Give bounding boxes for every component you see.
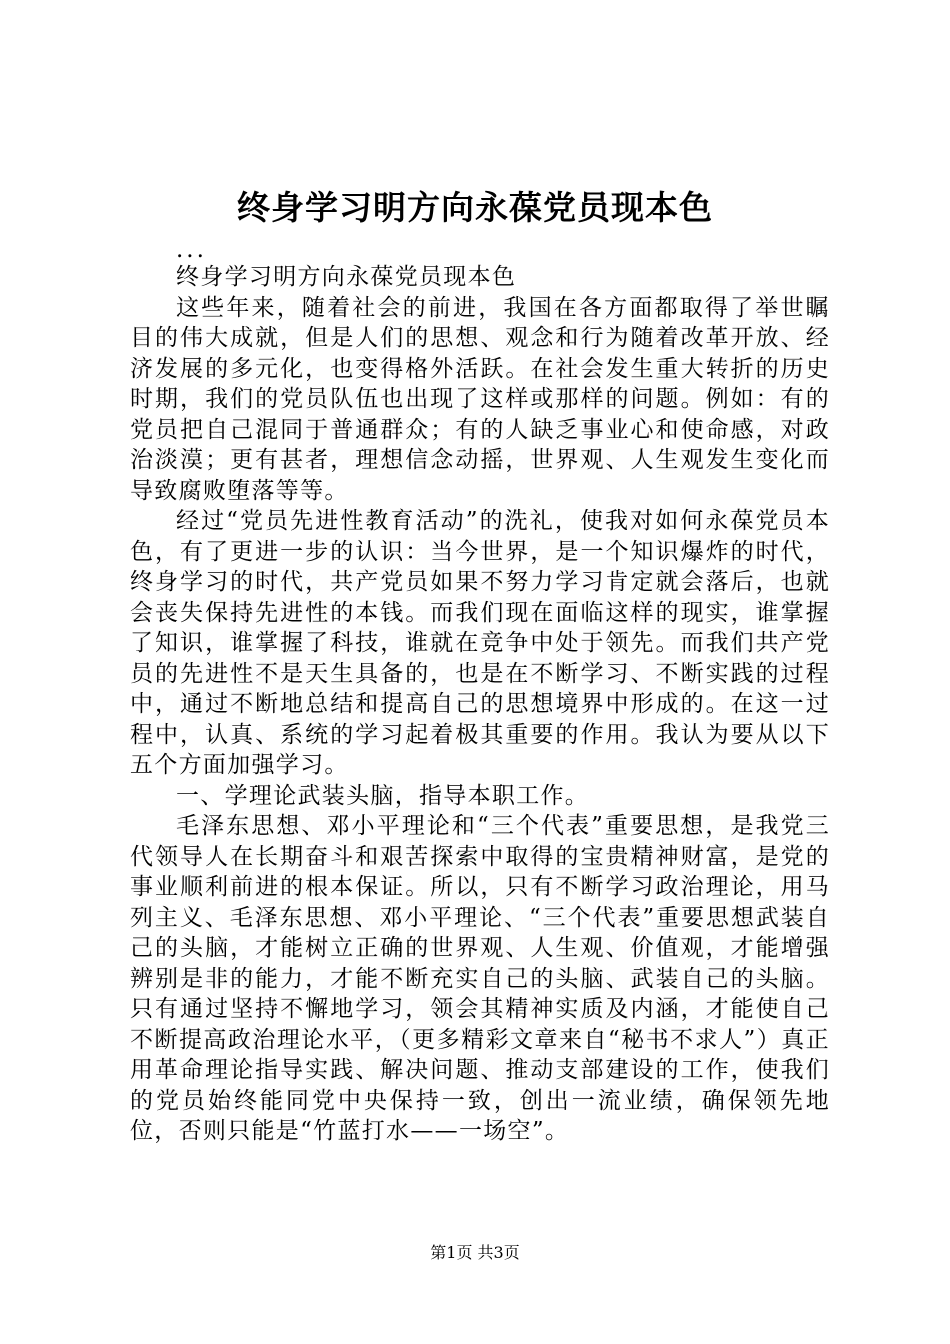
section-heading-1: 一、学理论武装头脑，指导本职工作。: [176, 782, 590, 809]
paragraph-education-activity: 经过“党员先进性教育活动”的洗礼，使我对如何永葆党员本色，有了更进一步的认识：当今世界，是一个知识爆炸的时代，终身学习的时代，共产党员如果不努力学习肯定就会落后，也就会丧失保持先进性的本钱。而我们现在面临这样的现实，谁掌握了知识，谁掌握了科技，谁就在竞争中处于领先。而我们共产党员的先进性不是天生具备的，也是在不断学习、不断实践的过程中，通过不断地总结和提高自己的思想境界中形成的。在这一过程中，认真、系统的学习起着极其重要的作用。我认为要从以下五个方面加强学习。: [130, 508, 830, 778]
repeated-title-line: 终身学习明方向永葆党员现本色: [176, 264, 517, 290]
paragraph-theory-study: 毛泽东思想、邓小平理论和“三个代表”重要思想，是我党三代领导人在长期奋斗和艰苦探索中取得的宝贵精神财富，是党的事业顺利前进的根本保证。所以，只有不断学习政治理论，用马列主义、毛泽东思想、邓小平理论、“三个代表”重要思想武装自己的头脑，才能树立正确的世界观、人生观、价值观，才能增强辨别是非的能力，才能不断充实自己的头脑、武装自己的头脑。只有通过坚持不懈地学习，领会其精神实质及内涵，才能使自己不断提高政治理论水平，（更多精彩文章来自“秘书不求人”）真正用革命理论指导实践、解决问题、推动支部建设的工作，使我们的党员始终能同党中央保持一致，创出一流业绩，确保领先地位，否则只能是“竹蓝打水——一场空”。: [130, 813, 830, 1144]
document-title: 终身学习明方向永葆党员现本色: [237, 188, 713, 227]
paragraph-intro: 这些年来，随着社会的前进，我国在各方面都取得了举世瞩目的伟大成就，但是人们的思想、观念和行为随着改革开放、经济发展的多元化，也变得格外活跃。在社会发生重大转折的历史时期，我们的党员队伍也出现了这样或那样的问题。例如：有的党员把自己混同于普通群众；有的人缺乏事业心和使命感，对政治淡漠；更有甚者，理想信念动摇，世界观、人生观发生变化而导致腐败堕落等等。: [130, 294, 830, 504]
document-body: [130, 238, 830, 1147]
ellipsis-line: ...: [176, 237, 207, 263]
page-footer: 第1页 共3页: [430, 1243, 520, 1262]
